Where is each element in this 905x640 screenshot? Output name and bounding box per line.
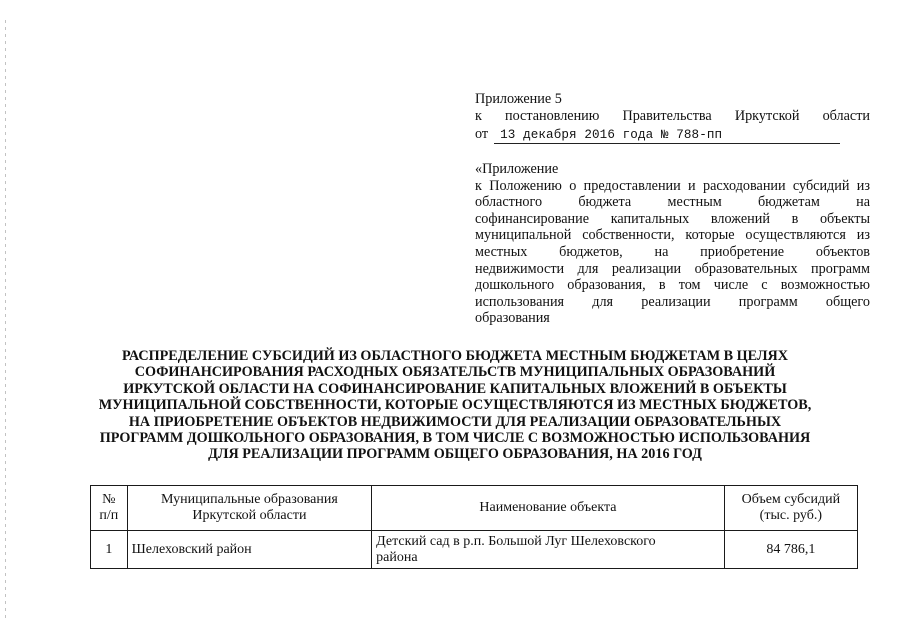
table-row	[91, 531, 858, 569]
prior-appendix-line: софинансирование капитальных вложений в объекты	[475, 210, 870, 227]
appendix-decree-line: к постановлению Правительства Иркутской области	[475, 108, 870, 124]
header-municipality: Муниципальные образования Иркутской области	[127, 486, 372, 531]
reference-value: 13 декабря 2016 года № 788-пп	[494, 128, 840, 144]
title-line: НА ПРИОБРЕТЕНИЕ ОБЪЕКТОВ НЕДВИЖИМОСТИ ДЛЯ РЕАЛИЗАЦИИ ОБРАЗОВАТЕЛЬНЫХ	[128, 413, 782, 430]
header-number: № п/п	[91, 486, 128, 531]
prior-appendix-last-line: образования	[475, 310, 550, 327]
prior-appendix-line: к Положению о предоставлении и расходовании субсидий из	[475, 177, 870, 194]
row-object: Детский сад в р.п. Большой Луг Шелеховского района	[372, 531, 725, 569]
prior-appendix-block	[475, 161, 870, 327]
appendix-header	[475, 91, 870, 144]
prior-appendix-title: «Приложение	[475, 161, 559, 177]
title-line: МУНИЦИПАЛЬНОЙ СОБСТВЕННОСТИ, КОТОРЫЕ ОСУЩЕСТВЛЯЮТСЯ ИЗ МЕСТНЫХ БЮДЖЕТОВ,	[98, 397, 812, 414]
prior-appendix-line: областного бюджета местным бюджетам на	[475, 194, 870, 211]
title-line: СОФИНАНСИРОВАНИЯ РАСХОДНЫХ ОБЯЗАТЕЛЬСТВ МУНИЦИПАЛЬНЫХ ОБРАЗОВАНИЙ	[134, 364, 776, 381]
title-line: ДЛЯ РЕАЛИЗАЦИИ ПРОГРАММ ОБЩЕГО ОБРАЗОВАНИЯ, НА 2016 ГОД	[208, 446, 702, 463]
prior-appendix-line: недвижимости для реализации образовательных программ	[475, 260, 870, 277]
document-title	[60, 348, 850, 463]
title-line: РАСПРЕДЕЛЕНИЕ СУБСИДИЙ ИЗ ОБЛАСТНОГО БЮДЖЕТА МЕСТНЫМ БЮДЖЕТАМ В ЦЕЛЯХ	[121, 348, 789, 364]
reference-prefix: от	[475, 126, 489, 142]
row-number: 1	[91, 531, 128, 569]
title-line: ИРКУТСКОЙ ОБЛАСТИ НА СОФИНАНСИРОВАНИЕ КАПИТАЛЬНЫХ ВЛОЖЕНИЙ В ОБЪЕКТЫ	[123, 380, 787, 397]
appendix-reference-line	[475, 126, 870, 144]
prior-appendix-line: дошкольного образования, в том числе с возможностью	[475, 277, 870, 294]
scan-margin-artifact	[5, 20, 6, 620]
title-line: ПРОГРАММ ДОШКОЛЬНОГО ОБРАЗОВАНИЯ, В ТОМ ЧИСЛЕ С ВОЗМОЖНОСТЬЮ ИСПОЛЬЗОВАНИЯ	[99, 430, 811, 447]
table-header-row	[91, 486, 858, 531]
header-amount: Объем субсидий (тыс. руб.)	[724, 486, 857, 531]
row-municipality: Шелеховский район	[127, 531, 372, 569]
prior-appendix-line: использования для реализации программ общего	[475, 293, 870, 310]
prior-appendix-line: местных бюджетов, на приобретение объектов	[475, 243, 870, 260]
appendix-title: Приложение 5	[475, 91, 562, 107]
row-amount: 84 786,1	[724, 531, 857, 569]
subsidy-table	[90, 485, 858, 569]
prior-appendix-line: муниципальной собственности, которые осуществляются из	[475, 227, 870, 244]
header-object: Наименование объекта	[372, 486, 725, 531]
